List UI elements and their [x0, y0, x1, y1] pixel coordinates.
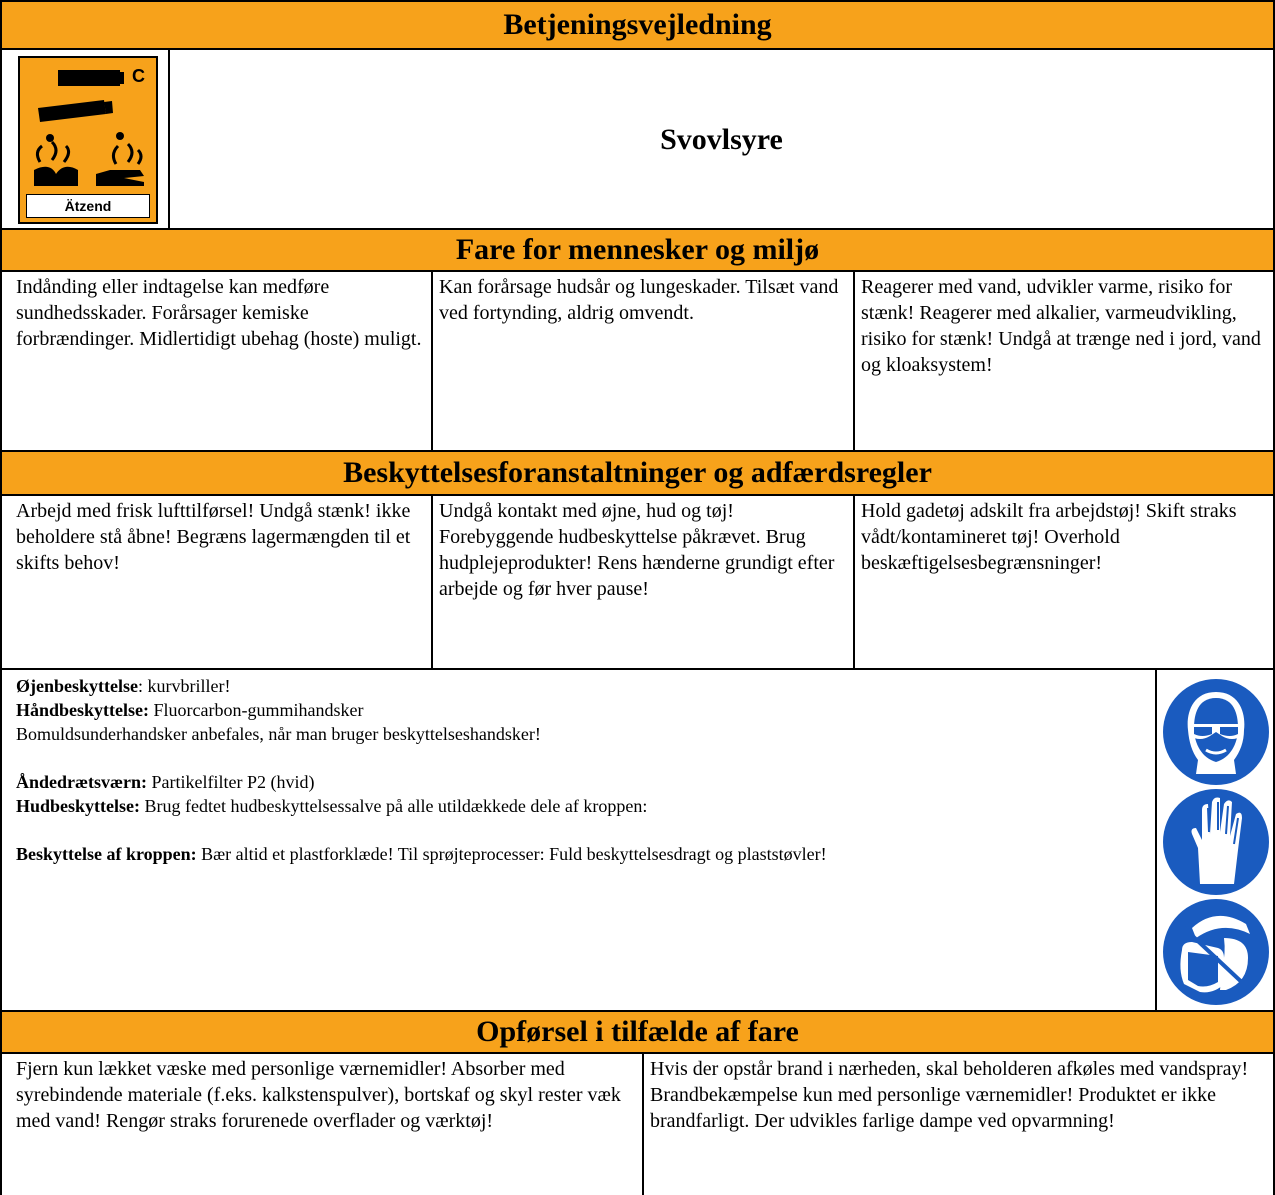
respiratory-label: Åndedrætsværn:	[16, 772, 148, 792]
respiratory-value: Partikelfilter P2 (hvid)	[147, 772, 315, 792]
skin-protection-line	[16, 794, 1144, 818]
hand-protection-icon	[1162, 788, 1270, 896]
protection-heading: Beskyttelsesforanstaltninger og adfærdsregler	[343, 456, 932, 489]
hazards-row	[0, 270, 1275, 450]
hand-protection-note: Bomuldsunderhandsker anbefales, når man bruger beskyttelseshandsker!	[16, 724, 541, 744]
skin-protection-value: Brug fedtet hudbeskyttelsessalve på alle utildækkede dele af kroppen:	[140, 796, 648, 816]
protection-row	[0, 494, 1275, 668]
emergency-heading: Opførsel i tilfælde af fare	[476, 1015, 799, 1048]
hand-protection-line	[16, 698, 1144, 722]
protection-text-1: Arbejd med frisk lufttilførsel! Undgå stænk! ikke beholdere stå åbne! Begræns lagermængden til et skifts behov!	[16, 500, 411, 574]
respirator-icon	[1162, 898, 1270, 1006]
hand-protection-value: Fluorcarbon-gummihandsker	[149, 700, 364, 720]
hazard-text-1: Indånding eller indtagelse kan medføre sundhedsskader. Forårsager kemiske forbrændinger. Midlertidigt ubehag (hoste) muligt.	[16, 276, 422, 350]
document-title: Betjeningsvejledning	[503, 8, 772, 41]
hazard-symbol-label: Ätzend	[64, 198, 112, 214]
hazards-heading: Fare for mennesker og miljø	[455, 233, 820, 266]
eye-protection-value: : kurvbriller!	[137, 676, 231, 696]
svg-text:C: C	[132, 66, 145, 86]
body-protection-value: Bær altid et plastforklæde! Til sprøjteprocesser: Fuld beskyttelsesdragt og plaststøvler!	[196, 844, 827, 864]
emergency-text-1: Fjern kun lækket væske med personlige værnemidler! Absorber med syrebindende materiale (f.eks. kalkstenspulver), bortskaf og skyl rester væk med vand! Rengør straks forurenede overflader og værktøj!	[16, 1058, 621, 1132]
hazard-text-2: Kan forårsage hudsår og lungeskader. Tilsæt vand ved fortynding, aldrig omvendt.	[439, 276, 839, 324]
emergency-text-2: Hvis der opstår brand i nærheden, skal beholderen afkøles med vandspray! Brandbekæmpelse kun med personlige værnemidler! Produktet er ikke brandfarligt. Der udvikles farlige dampe ved opvarmning!	[650, 1058, 1249, 1132]
emergency-header	[0, 1010, 1275, 1052]
body-protection-label: Beskyttelse af kroppen:	[16, 844, 197, 864]
hand-protection-label: Håndbeskyttelse:	[16, 700, 150, 720]
emergency-row	[0, 1052, 1275, 1195]
protection-text-2: Undgå kontakt med øjne, hud og tøj! Forebyggende hudbeskyttelse påkrævet. Brug hudplejeprodukter! Rens hænderne grundigt efter arbejde og før hver pause!	[439, 500, 835, 600]
ppe-text	[10, 670, 1150, 1010]
substance-name: Svovlsyre	[660, 123, 783, 156]
protection-text-3: Hold gadetøj adskilt fra arbejdstøj! Skift straks vådt/kontamineret tøj! Overhold beskæftigelsesbegrænsninger!	[861, 500, 1237, 574]
protection-header	[0, 450, 1275, 494]
title-bar	[0, 0, 1275, 48]
substance-row	[0, 48, 1275, 228]
eye-protection-label: Øjenbeskyttelse	[16, 676, 138, 696]
eye-protection-icon	[1162, 678, 1270, 786]
hazards-header	[0, 228, 1275, 270]
hazard-text-3: Reagerer med vand, udvikler varme, risiko for stænk! Reagerer med alkalier, varmeudvikling, risiko for stænk! Undgå at trænge ned i jord, vand og kloaksystem!	[861, 276, 1261, 376]
eye-protection-line	[16, 674, 1144, 698]
skin-protection-label: Hudbeskyttelse:	[16, 796, 141, 816]
body-protection-line	[16, 842, 1056, 866]
corrosive-symbol-icon	[20, 58, 156, 194]
respiratory-line	[16, 770, 1144, 794]
ppe-row	[0, 668, 1275, 1010]
hazard-symbol	[18, 56, 158, 224]
hazard-symbol-label-box	[26, 194, 150, 218]
